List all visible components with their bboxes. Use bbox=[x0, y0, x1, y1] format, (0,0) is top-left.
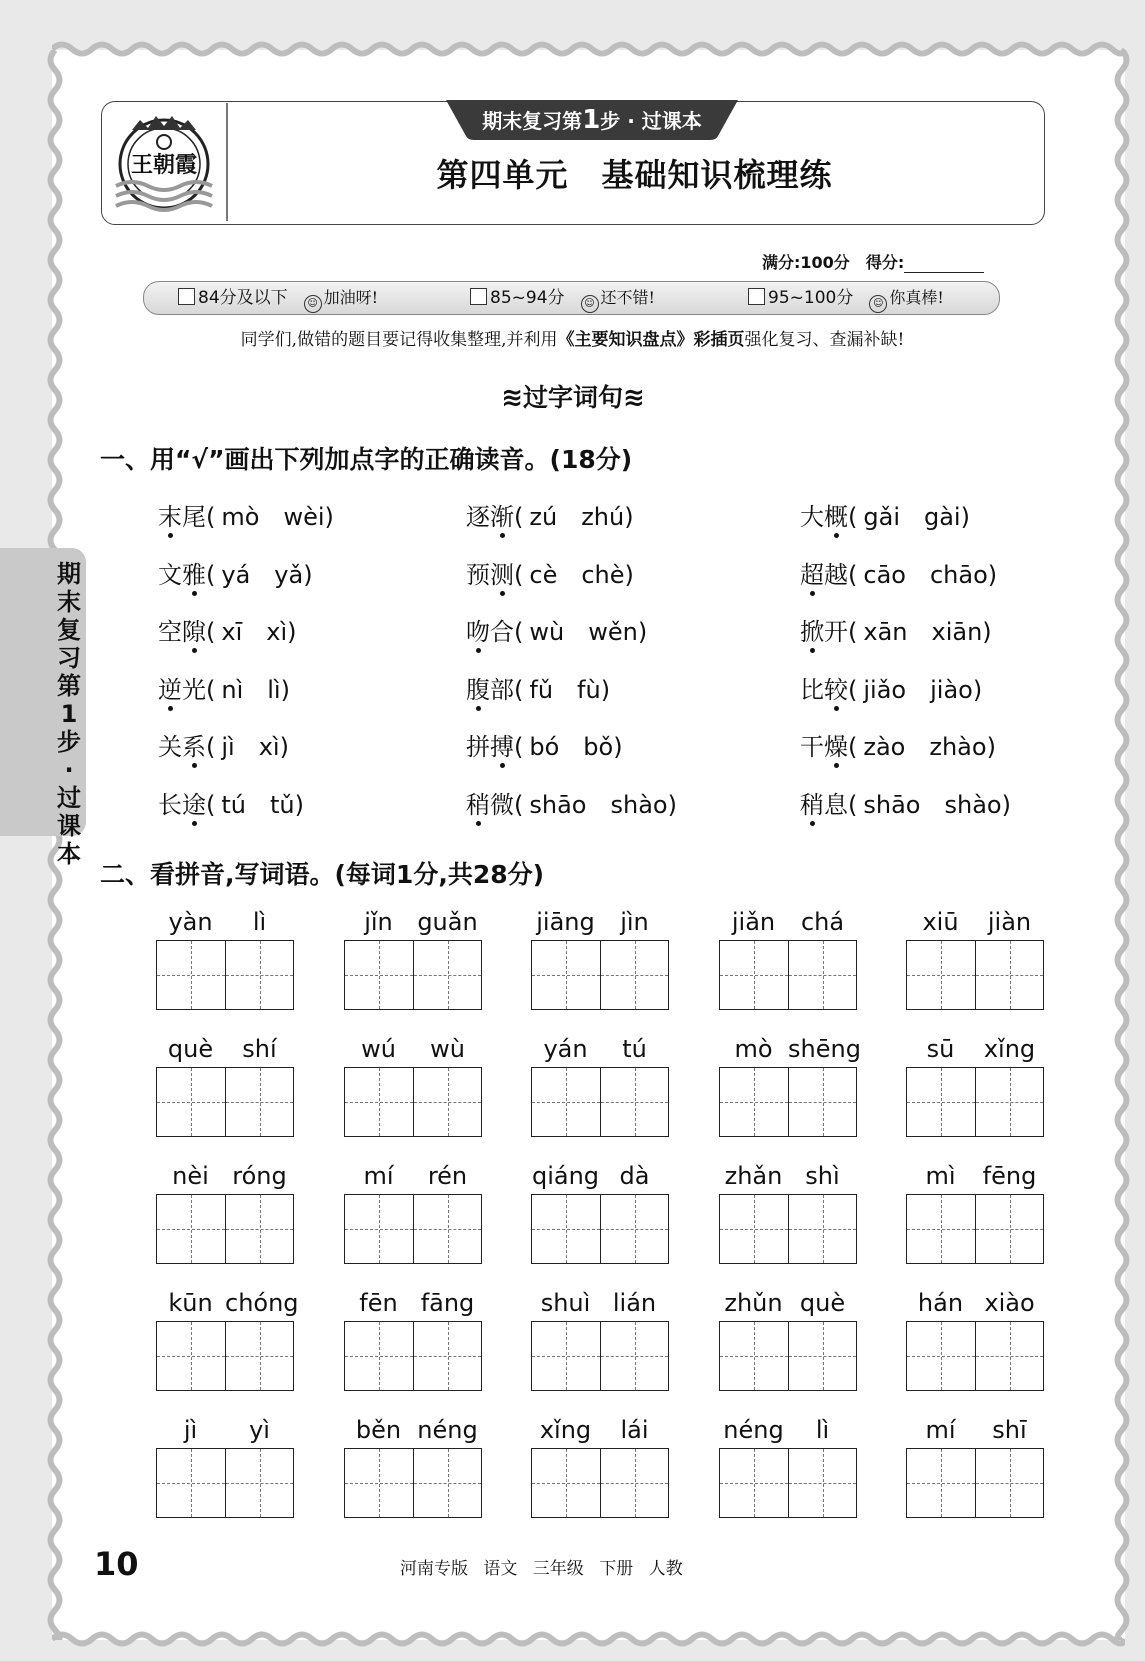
pronunciation-item: 逐渐( zú zhú) bbox=[466, 503, 634, 531]
writing-grid bbox=[531, 1067, 669, 1137]
word-text: 掀开 bbox=[800, 618, 848, 646]
writing-cell[interactable] bbox=[532, 1195, 600, 1263]
dotted-char: 逆 bbox=[158, 675, 182, 704]
question-1-title: 一、用“√”画出下列加点字的正确读音。(18分) bbox=[100, 445, 633, 474]
writing-grid bbox=[906, 1067, 1044, 1137]
dotted-char: 末 bbox=[158, 503, 182, 531]
pinyin-option[interactable]: jì bbox=[221, 733, 235, 761]
pinyin-option[interactable]: shào bbox=[944, 790, 1002, 819]
pinyin-option[interactable]: lì bbox=[267, 675, 281, 704]
pinyin-word-item bbox=[156, 1287, 299, 1391]
writing-cell[interactable] bbox=[532, 1322, 600, 1390]
pinyin-word-item bbox=[906, 1414, 1044, 1518]
pinyin-label: mì fēng bbox=[925, 1162, 1037, 1190]
writing-cell[interactable] bbox=[413, 1068, 481, 1136]
pinyin-label: zhǎn shì bbox=[724, 1162, 840, 1190]
dotted-char: 雅 bbox=[182, 560, 206, 589]
svg-text:王朝霞: 王朝霞 bbox=[130, 152, 198, 178]
writing-grid bbox=[156, 1448, 294, 1518]
writing-cell[interactable] bbox=[600, 1068, 668, 1136]
writing-cell[interactable] bbox=[225, 1068, 293, 1136]
pinyin-word-item bbox=[344, 906, 482, 1010]
writing-grid bbox=[344, 940, 482, 1010]
pinyin-option[interactable]: yǎ bbox=[274, 560, 304, 589]
wavy-edge-right bbox=[1113, 50, 1131, 1640]
pinyin-option[interactable]: xī bbox=[221, 618, 243, 646]
writing-cell[interactable] bbox=[600, 1449, 668, 1517]
writing-cell[interactable] bbox=[975, 1449, 1043, 1517]
pinyin-label: xǐng lái bbox=[539, 1416, 649, 1444]
checkbox-low[interactable] bbox=[178, 288, 195, 305]
checkbox-high[interactable] bbox=[748, 288, 765, 305]
writing-cell[interactable] bbox=[720, 1449, 788, 1517]
pinyin-option[interactable]: wěn bbox=[588, 618, 638, 646]
pronunciation-item: 掀开( xān xiān) bbox=[800, 618, 992, 646]
pinyin-option[interactable]: mò bbox=[221, 503, 260, 531]
pronunciation-item: 稍微( shāo shào) bbox=[466, 790, 677, 819]
writing-grid bbox=[531, 1194, 669, 1264]
pronunciation-item: 空隙( xī xì) bbox=[158, 618, 297, 646]
writing-grid bbox=[344, 1194, 482, 1264]
pinyin-option[interactable]: tú bbox=[221, 790, 246, 819]
dotted-char: 概 bbox=[824, 503, 848, 531]
writing-cell[interactable] bbox=[720, 941, 788, 1009]
pinyin-word-item bbox=[156, 1414, 294, 1518]
pronunciation-item: 腹部( fǔ fù) bbox=[466, 675, 611, 704]
pronunciation-item: 长途( tú tǔ) bbox=[158, 790, 304, 819]
pinyin-word-item bbox=[531, 1033, 669, 1137]
pinyin-word-item bbox=[719, 1033, 861, 1137]
dotted-char: 系 bbox=[182, 733, 206, 761]
pinyin-word-item bbox=[531, 906, 669, 1010]
pronunciation-item: 稍息( shāo shào) bbox=[800, 790, 1011, 819]
pinyin-label: xiū jiàn bbox=[922, 908, 1032, 936]
pinyin-word-item bbox=[906, 1287, 1044, 1391]
pronunciation-item: 末尾( mò wèi) bbox=[158, 503, 334, 531]
score-blank[interactable] bbox=[904, 256, 984, 273]
pinyin-option[interactable]: fù bbox=[577, 675, 601, 704]
writing-grid bbox=[906, 1448, 1044, 1518]
writing-cell[interactable] bbox=[225, 941, 293, 1009]
pinyin-label: yàn lì bbox=[168, 908, 267, 936]
pinyin-option[interactable]: xì bbox=[266, 618, 288, 646]
pinyin-label: jì yì bbox=[183, 1416, 270, 1444]
wavy-edge-bottom bbox=[52, 1630, 1125, 1648]
pronunciation-item: 逆光( nì lì) bbox=[158, 675, 290, 704]
pinyin-word-item bbox=[906, 906, 1044, 1010]
pinyin-option[interactable]: gài bbox=[923, 503, 961, 531]
writing-cell[interactable] bbox=[345, 941, 413, 1009]
writing-grid bbox=[344, 1321, 482, 1391]
pinyin-label: néng lì bbox=[723, 1416, 830, 1444]
writing-cell[interactable] bbox=[345, 1195, 413, 1263]
pinyin-label: zhǔn què bbox=[724, 1289, 846, 1317]
writing-cell[interactable] bbox=[975, 1068, 1043, 1136]
pinyin-word-item bbox=[719, 1287, 857, 1391]
writing-cell[interactable] bbox=[907, 1195, 975, 1263]
writing-grid bbox=[156, 1067, 294, 1137]
pinyin-label: běn néng bbox=[355, 1416, 478, 1444]
pinyin-option[interactable]: jiào bbox=[930, 675, 973, 704]
writing-cell[interactable] bbox=[413, 941, 481, 1009]
pinyin-option[interactable]: zú bbox=[529, 503, 558, 531]
writing-grid bbox=[719, 1194, 857, 1264]
word-text: 预测 bbox=[466, 560, 514, 589]
pronunciation-item: 文雅( yá yǎ) bbox=[158, 560, 313, 589]
word-text: 腹部 bbox=[466, 675, 514, 704]
pinyin-option[interactable]: zào bbox=[863, 733, 906, 761]
dotted-char: 掀 bbox=[800, 618, 824, 646]
writing-cell[interactable] bbox=[413, 1195, 481, 1263]
writing-cell[interactable] bbox=[720, 1195, 788, 1263]
pinyin-label: fēn fāng bbox=[359, 1289, 475, 1317]
word-text: 逐渐 bbox=[466, 503, 514, 531]
dotted-char: 搏 bbox=[490, 733, 514, 761]
writing-cell[interactable] bbox=[532, 1068, 600, 1136]
dotted-char: 稍 bbox=[466, 790, 490, 819]
pronunciation-item: 吻合( wù wěn) bbox=[466, 618, 648, 646]
pinyin-label: mò shēng bbox=[734, 1035, 861, 1063]
page-number: 10 bbox=[94, 1545, 139, 1583]
pronunciation-item: 比较( jiǎo jiào) bbox=[800, 675, 983, 704]
pinyin-word-item bbox=[156, 1033, 294, 1137]
writing-cell[interactable] bbox=[225, 1322, 293, 1390]
pinyin-label: wú wù bbox=[361, 1035, 465, 1063]
pinyin-option[interactable]: cè bbox=[529, 560, 558, 589]
writing-cell[interactable] bbox=[788, 941, 856, 1009]
dotted-char: 吻 bbox=[466, 618, 490, 646]
writing-cell[interactable] bbox=[600, 941, 668, 1009]
word-text: 稍息 bbox=[800, 790, 848, 819]
grade-item-mid: 85~94分 ☺ 还不错! bbox=[470, 287, 655, 309]
dotted-char: 测 bbox=[490, 560, 514, 589]
pinyin-label: què shí bbox=[167, 1035, 277, 1063]
writing-cell[interactable] bbox=[907, 941, 975, 1009]
pinyin-option[interactable]: shào bbox=[610, 790, 668, 819]
pronunciation-item: 大概( gǎi gài) bbox=[800, 503, 970, 531]
writing-cell[interactable] bbox=[413, 1322, 481, 1390]
section-title: ≋过字词句≋ bbox=[501, 383, 645, 413]
pinyin-option[interactable]: gǎi bbox=[863, 503, 900, 531]
word-text: 超越 bbox=[800, 560, 848, 589]
writing-cell[interactable] bbox=[225, 1195, 293, 1263]
pinyin-option[interactable]: zhào bbox=[929, 733, 987, 761]
writing-grid bbox=[156, 1321, 294, 1391]
pinyin-option[interactable]: bó bbox=[529, 733, 560, 761]
word-text: 逆光 bbox=[158, 675, 206, 704]
writing-grid bbox=[531, 940, 669, 1010]
pronunciation-item: 预测( cè chè) bbox=[466, 560, 634, 589]
writing-cell[interactable] bbox=[532, 941, 600, 1009]
pinyin-label: shuì lián bbox=[540, 1289, 657, 1317]
pronunciation-item: 拼搏( bó bǒ) bbox=[466, 733, 623, 761]
grade-item-high: 95~100分 ☺ 你真棒! bbox=[748, 287, 944, 309]
pinyin-option[interactable]: wèi bbox=[283, 503, 325, 531]
pinyin-word-item bbox=[344, 1414, 482, 1518]
dotted-char: 腹 bbox=[466, 675, 490, 704]
dotted-char: 较 bbox=[824, 675, 848, 704]
writing-cell[interactable] bbox=[907, 1449, 975, 1517]
pinyin-word-item bbox=[531, 1287, 669, 1391]
writing-cell[interactable] bbox=[975, 1195, 1043, 1263]
writing-cell[interactable] bbox=[157, 1195, 225, 1263]
pinyin-label: mí rén bbox=[363, 1162, 468, 1190]
notice-text: 同学们,做错的题目要记得收集整理,并利用《主要知识盘点》彩插页强化复习、查漏补缺! bbox=[240, 330, 905, 350]
writing-cell[interactable] bbox=[345, 1322, 413, 1390]
pinyin-word-item bbox=[719, 906, 857, 1010]
word-text: 空隙 bbox=[158, 618, 206, 646]
writing-grid bbox=[906, 940, 1044, 1010]
face-icon: ☺ bbox=[304, 295, 322, 313]
pinyin-word-item bbox=[531, 1160, 669, 1264]
writing-cell[interactable] bbox=[975, 1322, 1043, 1390]
pinyin-option[interactable]: fǔ bbox=[529, 675, 554, 704]
dotted-char: 渐 bbox=[490, 503, 514, 531]
writing-grid bbox=[719, 1321, 857, 1391]
page-title: 第四单元 基础知识梳理练 bbox=[436, 156, 833, 194]
pinyin-word-item bbox=[531, 1414, 669, 1518]
pinyin-option[interactable]: yá bbox=[221, 560, 251, 589]
writing-cell[interactable] bbox=[157, 1068, 225, 1136]
writing-grid bbox=[344, 1448, 482, 1518]
writing-grid bbox=[719, 940, 857, 1010]
pinyin-option[interactable]: xiān bbox=[931, 618, 983, 646]
writing-cell[interactable] bbox=[907, 1322, 975, 1390]
wave-icon: ≋ bbox=[501, 383, 523, 413]
writing-cell[interactable] bbox=[345, 1449, 413, 1517]
writing-grid bbox=[156, 940, 294, 1010]
pronunciation-item: 干燥( zào zhào) bbox=[800, 733, 996, 761]
score-line: 满分:100分 得分: bbox=[762, 250, 984, 273]
pinyin-option[interactable]: shāo bbox=[529, 790, 587, 819]
pinyin-word-item bbox=[344, 1287, 482, 1391]
writing-cell[interactable] bbox=[788, 1449, 856, 1517]
pinyin-label: hán xiào bbox=[917, 1289, 1035, 1317]
side-tab-label: 期末复习第1步·过课本 bbox=[57, 560, 81, 868]
pinyin-word-item bbox=[156, 1160, 294, 1264]
dotted-char: 途 bbox=[182, 790, 206, 819]
writing-grid bbox=[719, 1067, 857, 1137]
writing-cell[interactable] bbox=[157, 941, 225, 1009]
pinyin-word-item bbox=[719, 1414, 857, 1518]
pinyin-word-item bbox=[344, 1033, 482, 1137]
writing-cell[interactable] bbox=[225, 1449, 293, 1517]
dotted-char: 稍 bbox=[800, 790, 824, 819]
writing-cell[interactable] bbox=[157, 1449, 225, 1517]
word-text: 稍微 bbox=[466, 790, 514, 819]
word-text: 关系 bbox=[158, 733, 206, 761]
writing-grid bbox=[344, 1067, 482, 1137]
writing-cell[interactable] bbox=[788, 1068, 856, 1136]
wave-icon: ≋ bbox=[623, 383, 645, 413]
footer-text: 河南专版 语文 三年级 下册 人教 bbox=[400, 1559, 683, 1579]
word-text: 文雅 bbox=[158, 560, 206, 589]
pinyin-option[interactable]: zhú bbox=[581, 503, 625, 531]
word-text: 拼搏 bbox=[466, 733, 514, 761]
writing-cell[interactable] bbox=[720, 1068, 788, 1136]
grade-item-low: 84分及以下 ☺ 加油呀! bbox=[178, 287, 378, 309]
pinyin-option[interactable]: chāo bbox=[929, 560, 988, 589]
dotted-char: 超 bbox=[800, 560, 824, 589]
pinyin-option[interactable]: nì bbox=[221, 675, 244, 704]
checkbox-mid[interactable] bbox=[470, 288, 487, 305]
writing-grid bbox=[906, 1194, 1044, 1264]
pinyin-word-item bbox=[719, 1160, 857, 1264]
dotted-char: 燥 bbox=[824, 733, 848, 761]
pinyin-label: nèi róng bbox=[172, 1162, 287, 1190]
pinyin-option[interactable]: jiǎo bbox=[863, 675, 907, 704]
word-text: 大概 bbox=[800, 503, 848, 531]
writing-cell[interactable] bbox=[413, 1449, 481, 1517]
pinyin-option[interactable]: cāo bbox=[863, 560, 906, 589]
dotted-char: 隙 bbox=[182, 618, 206, 646]
pinyin-word-item bbox=[906, 1033, 1044, 1137]
word-text: 长途 bbox=[158, 790, 206, 819]
writing-cell[interactable] bbox=[157, 1322, 225, 1390]
wavy-edge-top bbox=[52, 40, 1125, 58]
pinyin-label: jǐn guǎn bbox=[364, 908, 478, 936]
writing-cell[interactable] bbox=[720, 1322, 788, 1390]
pinyin-label: kūn chóng bbox=[168, 1289, 299, 1317]
pinyin-option[interactable]: tǔ bbox=[270, 790, 295, 819]
pinyin-label: jiǎn chá bbox=[731, 908, 845, 936]
writing-cell[interactable] bbox=[788, 1322, 856, 1390]
pinyin-option[interactable]: xān bbox=[863, 618, 908, 646]
pinyin-option[interactable]: shāo bbox=[863, 790, 921, 819]
writing-cell[interactable] bbox=[788, 1195, 856, 1263]
word-text: 末尾 bbox=[158, 503, 206, 531]
word-text: 干燥 bbox=[800, 733, 848, 761]
pinyin-option[interactable]: chè bbox=[581, 560, 625, 589]
header-tab-label: 期末复习第1步 · 过课本 bbox=[482, 105, 702, 135]
writing-grid bbox=[719, 1448, 857, 1518]
writing-grid bbox=[906, 1321, 1044, 1391]
pinyin-option[interactable]: bǒ bbox=[583, 733, 614, 761]
writing-cell[interactable] bbox=[532, 1449, 600, 1517]
pinyin-word-item bbox=[344, 1160, 482, 1264]
pinyin-label: mí shī bbox=[925, 1416, 1027, 1444]
pronunciation-item: 关系( jì xì) bbox=[158, 733, 289, 761]
pinyin-option[interactable]: xì bbox=[258, 733, 280, 761]
pronunciation-item: 超越( cāo chāo) bbox=[800, 560, 998, 589]
pinyin-label: qiáng dà bbox=[531, 1162, 650, 1190]
writing-grid bbox=[531, 1321, 669, 1391]
writing-cell[interactable] bbox=[600, 1195, 668, 1263]
writing-cell[interactable] bbox=[907, 1068, 975, 1136]
pinyin-option[interactable]: wù bbox=[529, 618, 565, 646]
pinyin-word-item bbox=[156, 906, 294, 1010]
word-text: 吻合 bbox=[466, 618, 514, 646]
writing-grid bbox=[156, 1194, 294, 1264]
writing-grid bbox=[531, 1448, 669, 1518]
brand-logo bbox=[112, 108, 216, 214]
question-2-title: 二、看拼音,写词语。(每词1分,共28分) bbox=[100, 860, 545, 889]
pinyin-label: sū xǐng bbox=[926, 1035, 1036, 1063]
writing-cell[interactable] bbox=[975, 941, 1043, 1009]
pinyin-word-item bbox=[906, 1160, 1044, 1264]
writing-cell[interactable] bbox=[345, 1068, 413, 1136]
writing-cell[interactable] bbox=[600, 1322, 668, 1390]
face-icon: ☺ bbox=[869, 295, 887, 313]
word-text: 比较 bbox=[800, 675, 848, 704]
pinyin-label: yán tú bbox=[543, 1035, 647, 1063]
face-icon: ☺ bbox=[581, 295, 599, 313]
pinyin-label: jiāng jìn bbox=[536, 908, 649, 936]
